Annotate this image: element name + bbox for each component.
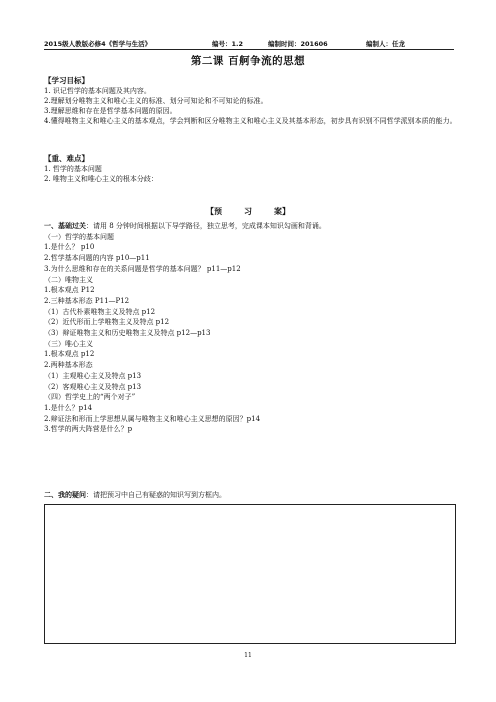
preview-heading: 【预 习 案】: [206, 207, 290, 216]
objectives-section: [44, 75, 464, 126]
guide-line: 1.根本观点 p12: [44, 350, 95, 359]
questions-label: 二、我的疑问: [44, 491, 86, 499]
header-rule: [44, 49, 454, 50]
objectives-heading: 【学习目标】: [44, 76, 89, 85]
objective-item: 1. 识记哲学的基本问题及其内容。: [44, 87, 151, 95]
guide-line: 2.两种基本形态: [44, 361, 93, 370]
guide-line: 2.三种基本形态 P11—P12: [44, 296, 130, 305]
guide-line: （一）哲学的基本问题: [44, 232, 114, 241]
guide-line: 2.哲学基本问题的内容 p10—p11: [44, 254, 150, 263]
basics-intro: 一、基础过关：请用 8 分钟时间根据以下导学路径，独立思考，完成课本知识勾画和背诵。: [44, 222, 326, 230]
doc-number: 编号：1.2: [212, 40, 244, 48]
basics-label: 一、基础过关: [44, 222, 86, 230]
guide-line: （四）哲学史上的“两个对子”: [44, 393, 136, 402]
guide-line: 2.辩证法和形而上学思想从属与唯物主义和唯心主义思想的原因？p14: [44, 414, 261, 423]
guide-line: 1.是什么？p14: [44, 403, 93, 412]
author: 编制人：任龙: [366, 40, 405, 48]
objective-item: 3.理解思维和存在是哲学基本问题的原因。: [44, 107, 177, 115]
guide-line: （1）古代朴素唯物主义及特点 p12: [44, 307, 156, 316]
guide-line: （3）辩证唯物主义和历史唯物主义及特点 p12—p13: [44, 329, 211, 338]
key-points-section: [44, 153, 464, 184]
compile-date: 编制时间：201606: [268, 40, 328, 48]
questions-section: [44, 490, 464, 500]
page-title: 第二课 百舸争流的思想: [190, 55, 306, 67]
guide-line: （2）近代形而上学唯物主义及特点 p12: [44, 318, 170, 327]
objective-item: 2.理解划分唯物主义和唯心主义的标准、划分可知论和不可知论的标准。: [44, 97, 268, 105]
page-number: 11: [244, 652, 252, 659]
key-points-heading: 【重、难点】: [44, 154, 89, 163]
guide-line: 3.为什么思维和存在的关系问题是哲学的基本问题？ p11—p12: [44, 264, 241, 273]
guide-line: （二）唯物主义: [44, 275, 93, 284]
course-name: 2015级人教版必修4《哲学与生活》: [44, 40, 152, 48]
key-point-item: 2. 唯物主义和唯心主义的根本分歧：: [44, 175, 158, 183]
guide-line: （2）客观唯心主义及特点 p13: [44, 382, 142, 391]
questions-answer-box[interactable]: [44, 504, 456, 644]
objective-item: 4.懂得唯物主义和唯心主义的基本观点，学会判断和区分唯物主义和唯心主义及其基本形态，初步具有识别不同哲学派别本质的能力。: [44, 117, 457, 125]
questions-intro: 二、我的疑问：请把预习中自己有疑惑的知识写到方框内。: [44, 491, 226, 499]
guide-line: 1.根本观点 P12: [44, 286, 95, 295]
guide-line: （三）唯心主义: [44, 339, 93, 348]
basics-section: [44, 221, 464, 435]
guide-line: 3.哲学的两大阵营是什么？p: [44, 425, 133, 434]
guide-line: （1）主观唯心主义及特点 p13: [44, 371, 142, 380]
key-point-item: 1. 哲学的基本问题: [44, 165, 102, 173]
guide-line: 1.是什么？ p10: [44, 243, 95, 252]
